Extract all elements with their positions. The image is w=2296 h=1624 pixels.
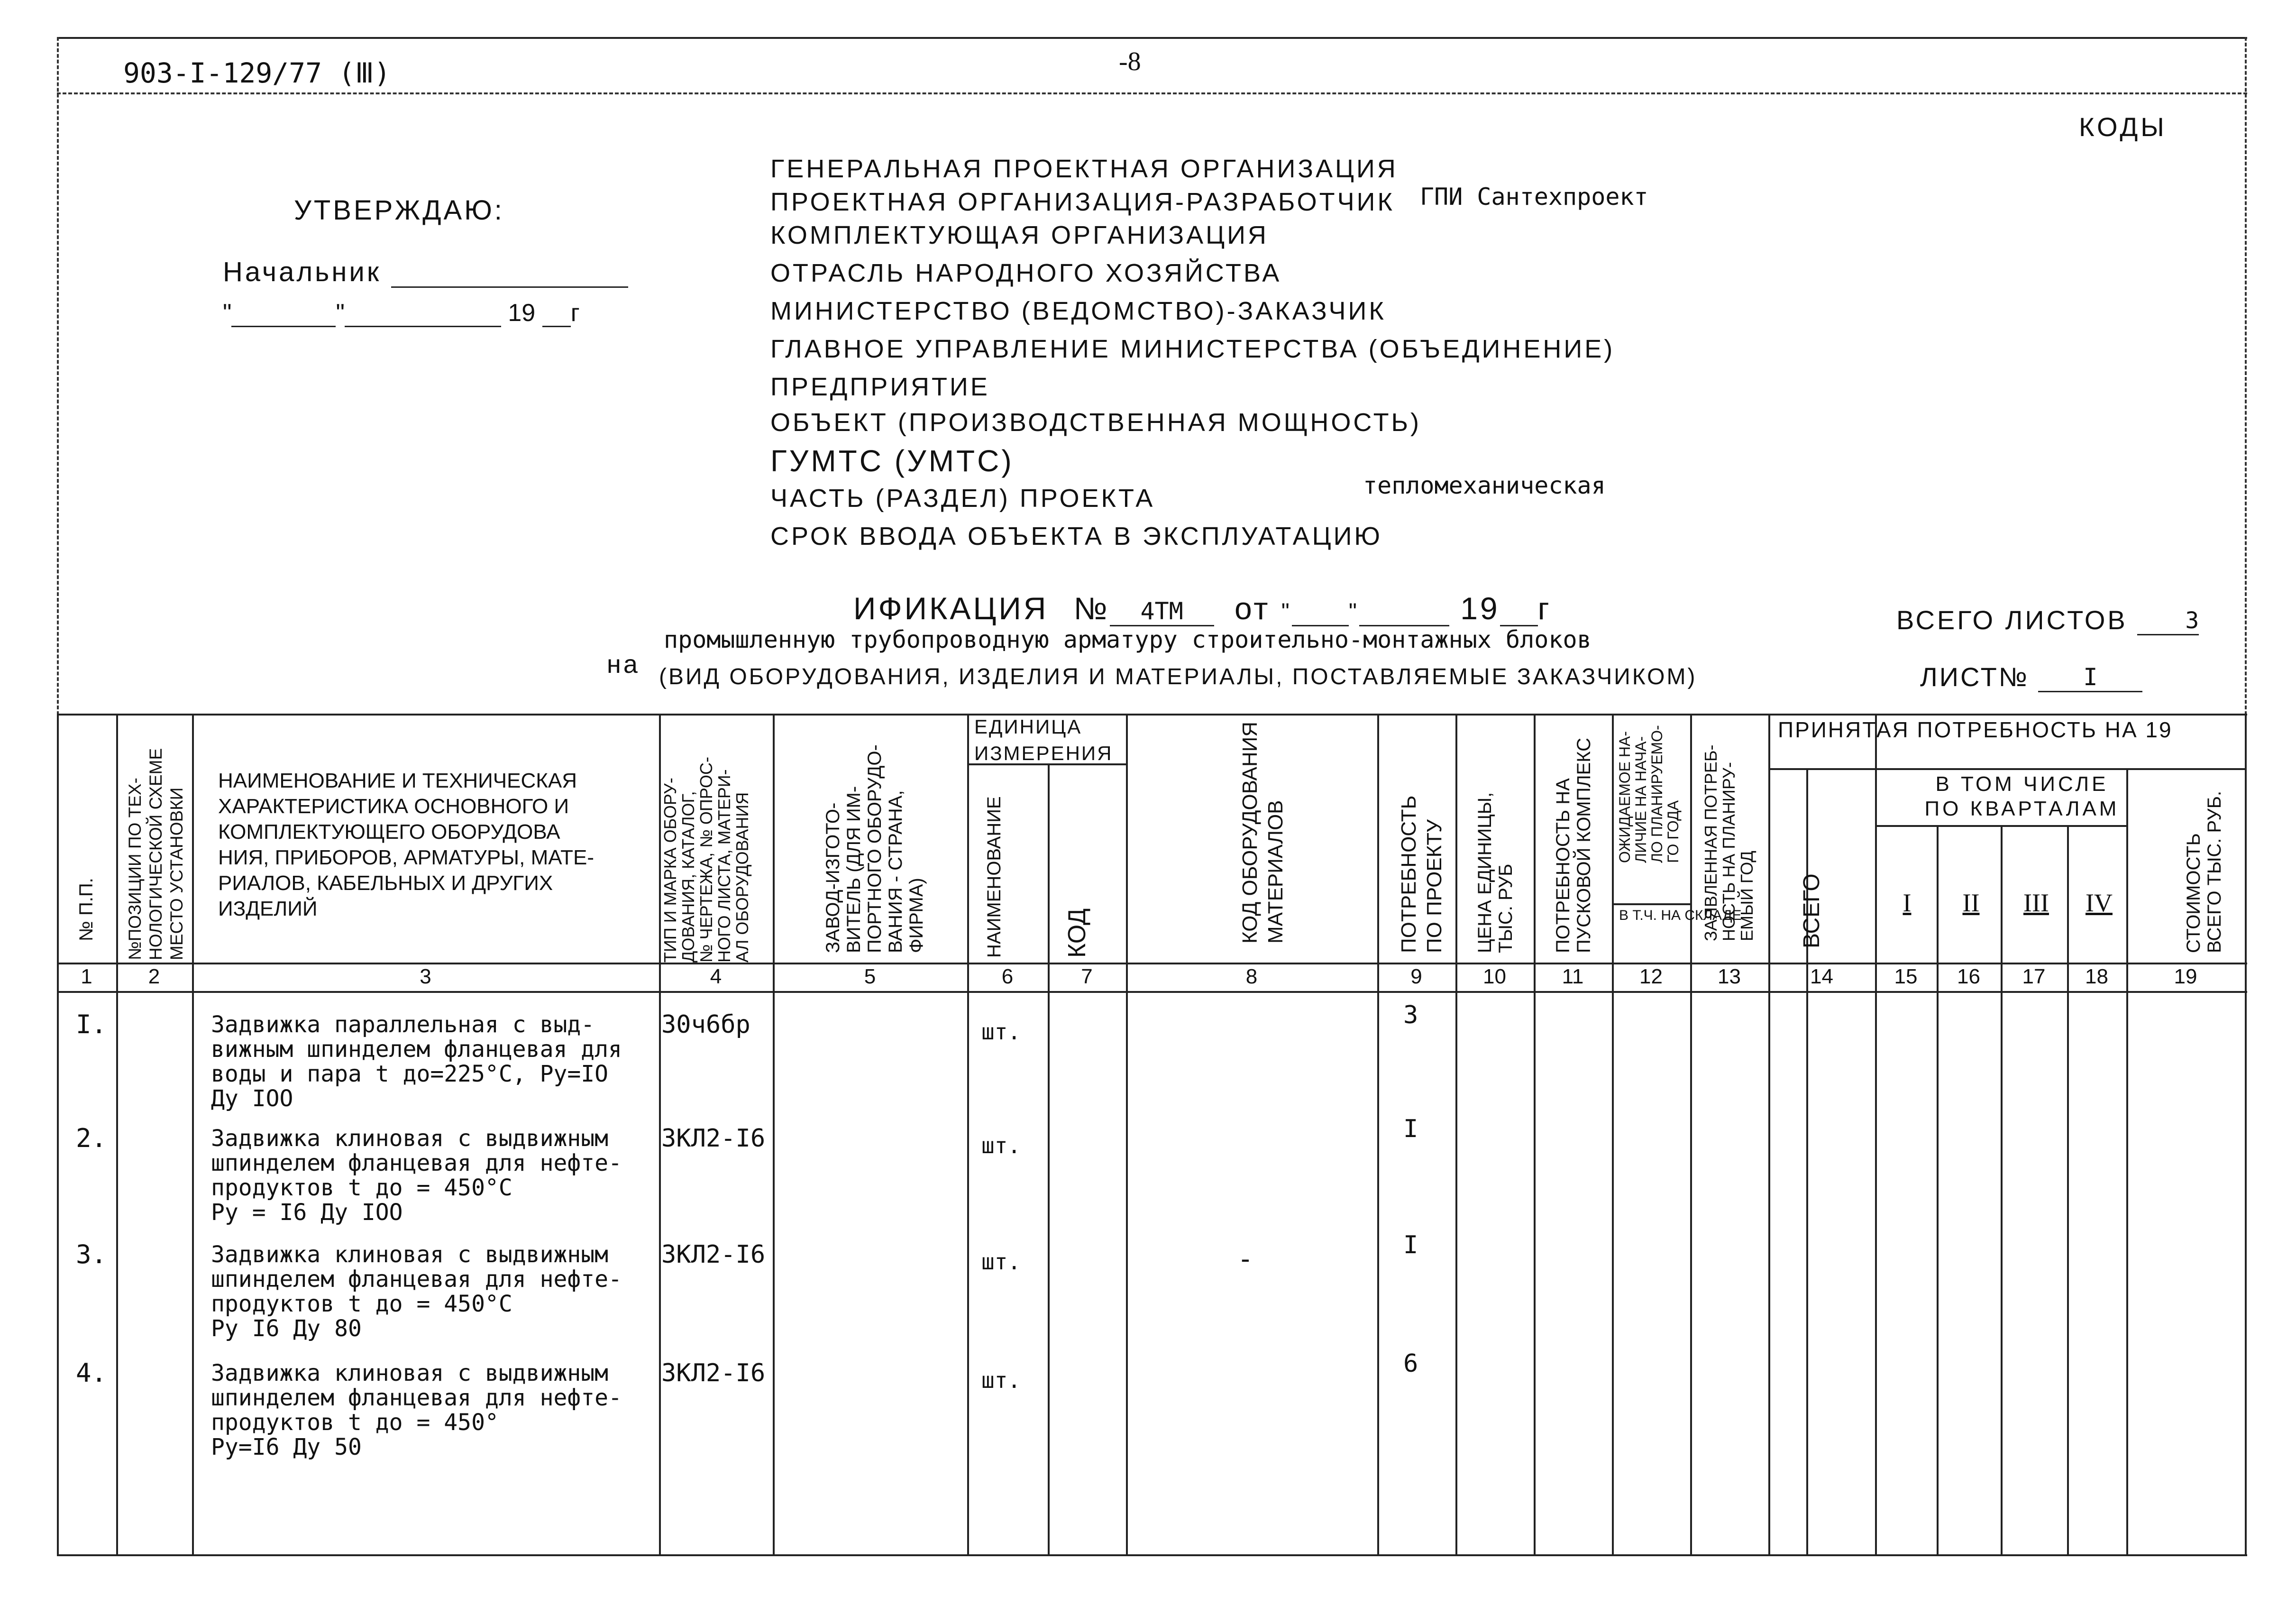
row-code: -: [1237, 1244, 1253, 1275]
column-number: 4: [710, 965, 722, 988]
spec-purpose: промышленную трубопроводную арматуру строительно-монтажных блоков: [664, 626, 1592, 653]
header-col4: ТИП И МАРКА ОБОРУ- ДОВАНИЯ, КАТАЛОГ, № ЧЕРТЕЖА, № ОПРОС- НОГО ЛИСТА, МАТЕРИ- АЛ ОБОРУДОВАНИЯ: [660, 757, 752, 963]
table-column-line: [1048, 763, 1050, 1554]
table-column-line: [1690, 714, 1692, 1554]
column-number: 12: [1639, 965, 1663, 988]
numbers-bottom: [57, 991, 2247, 993]
row-type: 3КЛ2-I6: [661, 1359, 766, 1387]
header-col8: КОД ОБОРУДОВАНИЯ МАТЕРИАЛОВ: [1238, 721, 1287, 944]
org-line: КОМПЛЕКТУЮЩАЯ ОРГАНИЗАЦИЯ: [770, 221, 1269, 249]
header-col14: ВСЕГО: [1799, 873, 1824, 948]
column-number: 11: [1562, 965, 1584, 988]
header-col5: ЗАВОД-ИЗГОТО- ВИТЕЛЬ (ДЛЯ ИМ- ПОРТНОГО ОБОРУДО- ВАНИЯ - СТРАНА, ФИРМА): [823, 744, 927, 953]
column-number: 1: [81, 965, 92, 988]
frame-left-dashed: [57, 37, 59, 715]
org-line: ПРЕДПРИЯТИЕ: [770, 373, 990, 401]
column-number: 2: [148, 965, 160, 988]
header-col13: ЗАЯВЛЕННАЯ ПОТРЕБ- НОСТЬ НА ПЛАНИРУ- ЕМЫЙ ГОД: [1701, 744, 1756, 941]
row-name: Задвижка параллельная с выд- вижным шпинделем фланцевая для воды и пара t до=225°C, Ру=IO Ду IOO: [211, 1011, 622, 1112]
header-col7: КОД: [1063, 908, 1091, 958]
column-number: 10: [1483, 965, 1506, 988]
sheet-number: ЛИСТ№ I: [1920, 661, 2142, 692]
row-qty: I: [1403, 1231, 1418, 1259]
table-column-line: [2245, 714, 2247, 1554]
org-line: ГЕНЕРАЛЬНАЯ ПРОЕКТНАЯ ОРГАНИЗАЦИЯ: [770, 155, 1398, 183]
org-line: ЧАСТЬ (РАЗДЕЛ) ПРОЕКТА: [770, 484, 1155, 513]
table-column-line: [192, 714, 194, 1554]
row-name: Задвижка клиновая с выдвижным шпинделем фланцевая для нефте- продуктов t до = 450°C Ру I6 Ду 80: [211, 1241, 622, 1342]
spec-title: ИФИКАЦИЯ № 4ТМ от " " 19 г: [853, 591, 1552, 626]
column-number: 9: [1410, 965, 1422, 988]
table-column-line: [116, 714, 118, 1554]
column-number: 19: [2174, 965, 2197, 988]
row-number: I.: [76, 1009, 107, 1039]
header-col12-stock: В Т.Ч. НА СКЛАДЕ: [1619, 908, 1742, 923]
accepted-group-line: [1768, 768, 2245, 770]
col12-split-line: [1612, 903, 1690, 905]
total-sheets: ВСЕГО ЛИСТОВ 3: [1896, 605, 2199, 635]
quarters-group-line: [1875, 825, 2126, 827]
row-number: 4.: [76, 1358, 107, 1388]
column-number: 17: [2022, 965, 2046, 988]
header-col17: III: [2023, 889, 2049, 917]
header-col3: НАИМЕНОВАНИЕ И ТЕХНИЧЕСКАЯ ХАРАКТЕРИСТИКА ОСНОВНОГО И КОМПЛЕКТУЮЩЕГО ОБОРУДОВА НИЯ, ПРИБОРОВ, АРМАТУРЫ, МАТЕ- РИАЛОВ, КАБЕЛЬНЫХ И ДРУГИХ ИЗДЕЛИЙ: [218, 769, 595, 920]
section-value: тепломеханическая: [1363, 472, 1606, 499]
column-number: 18: [2085, 965, 2108, 988]
row-qty: 3: [1403, 1001, 1418, 1029]
approve-date: " " 19 г: [223, 299, 580, 327]
table-column-line: [1126, 714, 1128, 1554]
row-name: Задвижка клиновая с выдвижным шпинделем фланцевая для нефте- продуктов t до = 450°C Ру = I6 Ду IOO: [211, 1125, 622, 1226]
spec-kind: (ВИД ОБОРУДОВАНИЯ, ИЗДЕЛИЯ И МАТЕРИАЛЫ, ПОСТАВЛЯЕМЫЕ ЗАКАЗЧИКОМ): [659, 664, 1697, 689]
row-qty: I: [1403, 1115, 1418, 1143]
spec-number: 4ТМ: [1110, 597, 1214, 626]
header-col10: ЦЕНА ЕДИНИЦЫ, ТЫС. РУБ: [1474, 792, 1516, 953]
table-top: [57, 714, 2247, 716]
na-label: на: [607, 650, 640, 679]
row-type: 3КЛ2-I6: [661, 1124, 766, 1153]
column-number: 6: [1001, 965, 1014, 988]
header-col6: НАИМЕНОВАНИЕ: [984, 796, 1005, 958]
frame-right-dashed: [2245, 37, 2247, 715]
header-col11: ПОТРЕБНОСТЬ НА ПУСКОВОЙ КОМПЛЕКС: [1553, 737, 1594, 953]
header-bottom: [57, 963, 2247, 964]
header-col18: IV: [2086, 889, 2113, 917]
row-qty: 6: [1403, 1349, 1418, 1378]
header-col12: ОЖИДАЕМОЕ НА- ЛИЧИЕ НА НАЧА- ЛО ПЛАНИРУЕМО- ГО ГОДА: [1616, 725, 1682, 863]
frame-top: [57, 37, 2247, 39]
row-number: 2.: [76, 1123, 107, 1153]
table-column-line: [1377, 714, 1379, 1554]
row-unit: шт.: [981, 1019, 1021, 1045]
header-col9: ПОТРЕБНОСТЬ ПО ПРОЕКТУ: [1397, 795, 1446, 953]
header-divider: [57, 92, 2247, 94]
table-column-line: [2001, 825, 2003, 1554]
row-unit: шт.: [981, 1133, 1021, 1158]
table-column-line: [1875, 714, 1877, 1554]
row-type: 30ч6бр: [661, 1010, 750, 1039]
table-column-line: [1937, 825, 1939, 1554]
org-line: СРОК ВВОДА ОБЪЕКТА В ЭКСПЛУАТАЦИЮ: [770, 522, 1382, 551]
page-number: -8: [1119, 47, 1141, 76]
column-number: 7: [1081, 965, 1093, 988]
column-number: 14: [1810, 965, 1833, 988]
doc-code: 903-I-129/77 (Ⅲ): [123, 57, 391, 89]
column-number: 3: [420, 965, 431, 988]
header-col16: II: [1962, 889, 1980, 917]
org-line: ОБЪЕКТ (ПРОИЗВОДСТВЕННАЯ МОЩНОСТЬ): [770, 408, 1421, 437]
column-number: 16: [1957, 965, 1980, 988]
header-col2: №ПОЗИЦИИ ПО ТЕХ- НОЛОГИЧЕСКОЙ СХЕМЕ МЕСТО УСТАНОВКИ: [125, 748, 186, 960]
header-col19: СТОИМОСТЬ ВСЕГО ТЫС. РУБ.: [2183, 790, 2225, 953]
table-column-line: [2067, 825, 2069, 1554]
column-number: 8: [1245, 965, 1258, 988]
codes-label: КОДЫ: [2079, 112, 2167, 142]
table-bottom: [57, 1554, 2247, 1556]
table-column-line: [57, 714, 59, 1554]
header-col1: № П.П.: [76, 878, 97, 941]
org-line: МИНИСТЕРСТВО (ВЕДОМСТВО)-ЗАКАЗЧИК: [770, 297, 1386, 325]
table-column-line: [967, 714, 969, 1554]
header-col15: I: [1903, 889, 1912, 917]
org-line: ОТРАСЛЬ НАРОДНОГО ХОЗЯЙСТВА: [770, 259, 1282, 287]
column-number: 13: [1718, 965, 1741, 988]
approve-title: УТВЕРЖДАЮ:: [294, 195, 504, 226]
header-accepted: ПРИНЯТАЯ ПОТРЕБНОСТЬ НА 19: [1778, 717, 2173, 742]
column-number: 15: [1894, 965, 1918, 988]
row-unit: шт.: [981, 1249, 1021, 1275]
header-quarters: В ТОМ ЧИСЛЕ ПО КВАРТАЛАМ: [1924, 772, 2120, 820]
chief-label: Начальник: [223, 256, 628, 288]
table-column-line: [773, 714, 775, 1554]
row-unit: шт.: [981, 1367, 1021, 1393]
org-line: ГЛАВНОЕ УПРАВЛЕНИЕ МИНИСТЕРСТВА (ОБЪЕДИНЕНИЕ): [770, 335, 1615, 363]
header-unit-group: ЕДИНИЦА ИЗМЕРЕНИЯ: [974, 716, 1113, 764]
row-name: Задвижка клиновая с выдвижным шпинделем фланцевая для нефте- продуктов t до = 450° Ру=I6 Ду 50: [211, 1360, 622, 1460]
row-type: 3КЛ2-I6: [661, 1240, 766, 1269]
table-column-line: [1534, 714, 1536, 1554]
table-column-line: [2126, 768, 2128, 1554]
table-column-line: [1612, 714, 1614, 1554]
column-number: 5: [864, 965, 876, 988]
table-column-line: [1455, 714, 1457, 1554]
row-number: 3.: [76, 1239, 107, 1269]
developer-value: ГПИ Сантехпроект: [1420, 183, 1648, 211]
org-line: ГУМТС (УМТС): [770, 444, 1014, 478]
org-line: ПРОЕКТНАЯ ОРГАНИЗАЦИЯ-РАЗРАБОТЧИК: [770, 188, 1395, 216]
table-column-line: [1768, 714, 1770, 1554]
